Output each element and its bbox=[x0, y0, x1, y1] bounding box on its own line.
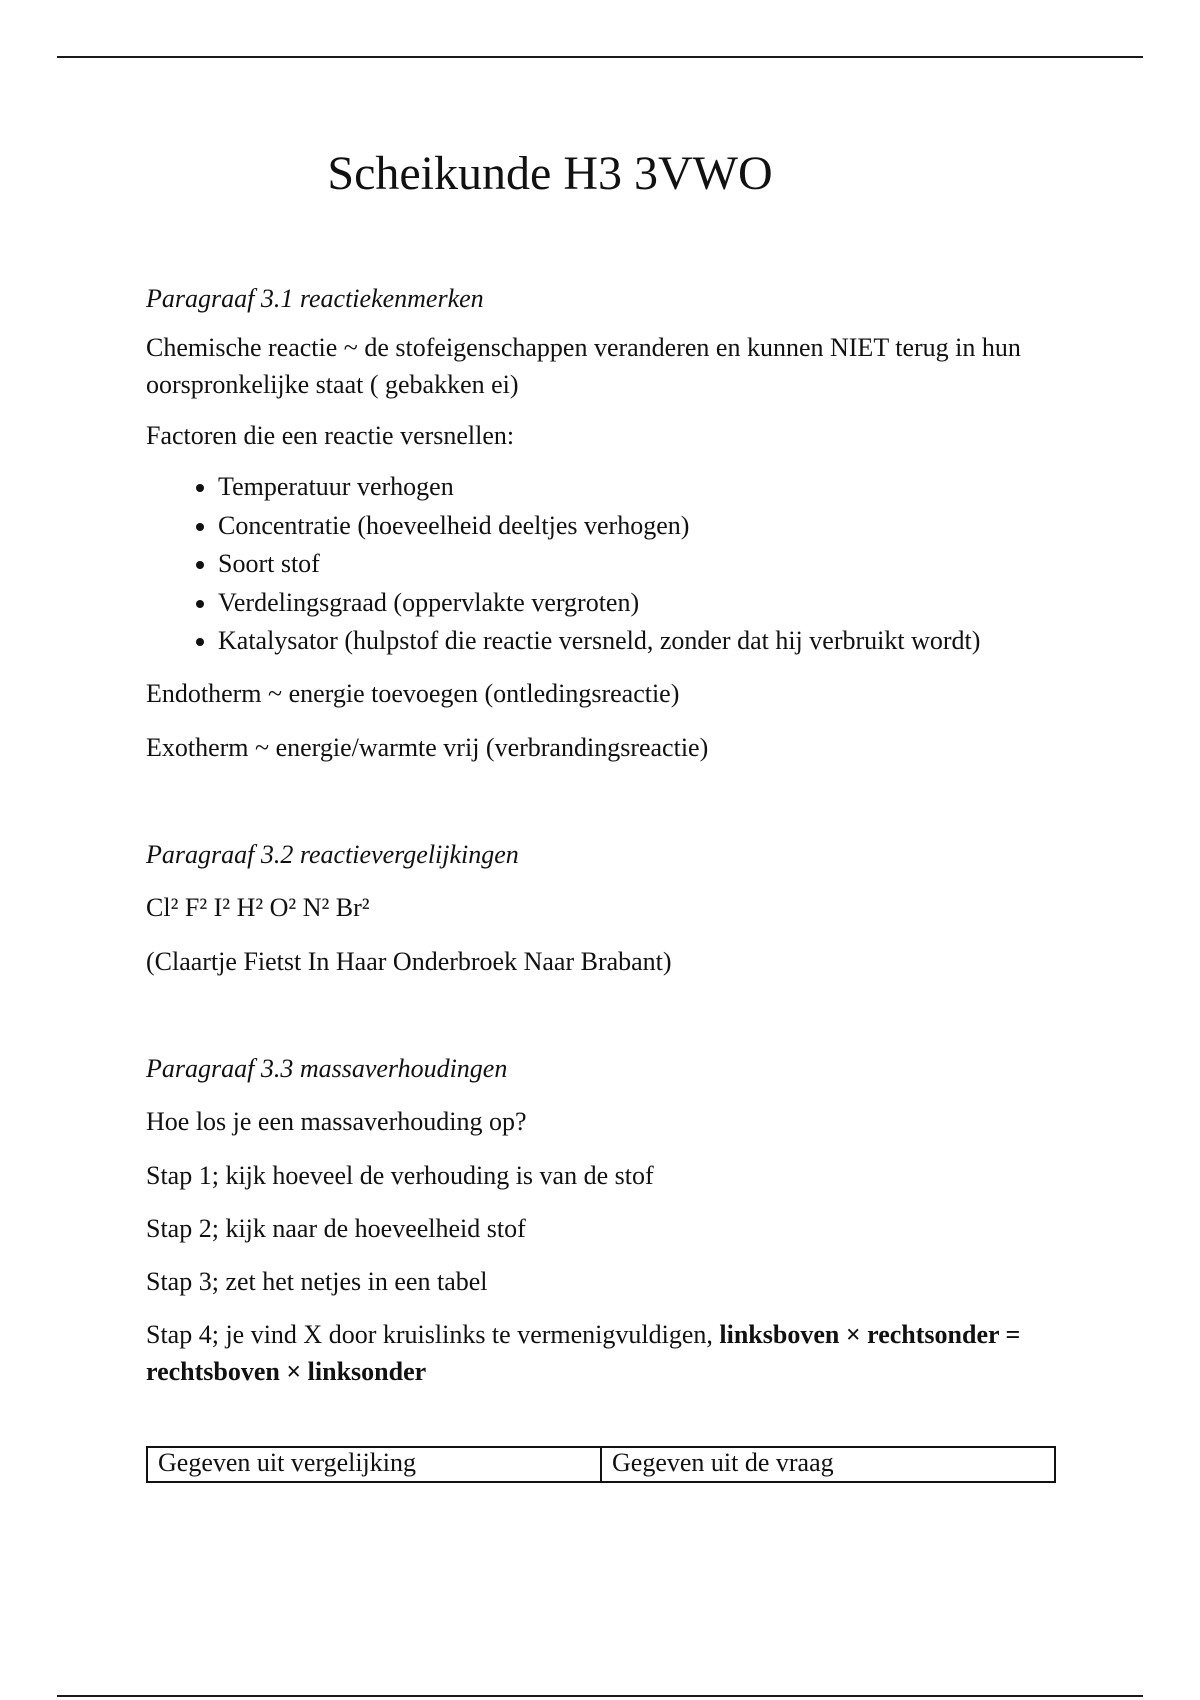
document-content bbox=[146, 280, 1066, 1483]
table-header-cell: Gegeven uit vergelijking bbox=[147, 1447, 601, 1482]
list-item: • Temperatuur verhogen bbox=[218, 468, 1066, 507]
exotherm-definition: Exotherm ~ energie/warmte vrij (verbrandingsreactie) bbox=[146, 732, 709, 762]
list-item: • Verdelingsgraad (oppervlakte vergroten) bbox=[218, 584, 1066, 623]
step-4-text: Stap 4; je vind X door kruislinks te vermenigvuldigen, bbox=[146, 1319, 720, 1349]
step-4-formula: linksboven × rechtsonder = rechtsboven × linksonder bbox=[146, 1319, 1021, 1386]
massaverhouding-table bbox=[146, 1446, 1056, 1483]
step-4 bbox=[146, 1316, 1066, 1390]
bottom-rule bbox=[57, 1695, 1143, 1697]
massaverhouding-question: Hoe los je een massaverhouding op? bbox=[146, 1106, 527, 1136]
definition-chemische-reactie: Chemische reactie ~ de stofeigenschappen veranderen en kunnen NIET terug in hun oorspronkelijke staat ( gebakken ei) bbox=[146, 333, 1021, 399]
mnemonic: (Claartje Fietst In Haar Onderbroek Naar Brabant) bbox=[146, 946, 672, 976]
list-item: • Concentratie (hoeveelheid deeltjes verhogen) bbox=[218, 507, 1066, 546]
table-row bbox=[147, 1447, 1055, 1482]
list-item: • Katalysator (hulpstof die reactie versneld, zonder dat hij verbruikt wordt) bbox=[218, 622, 1066, 661]
top-rule bbox=[57, 56, 1143, 58]
factors-list bbox=[146, 468, 1066, 661]
section-heading-3-2: Paragraaf 3.2 reactievergelijkingen bbox=[146, 839, 519, 869]
endotherm-definition: Endotherm ~ energie toevoegen (ontledingsreactie) bbox=[146, 678, 680, 708]
list-item: • Soort stof bbox=[218, 545, 1066, 584]
step-3: Stap 3; zet het netjes in een tabel bbox=[146, 1266, 488, 1296]
diatomic-elements: Cl² F² I² H² O² N² Br² bbox=[146, 892, 370, 922]
step-2: Stap 2; kijk naar de hoeveelheid stof bbox=[146, 1213, 526, 1243]
page-title: Scheikunde H3 3VWO bbox=[327, 147, 773, 200]
section-heading-3-1: Paragraaf 3.1 reactiekenmerken bbox=[146, 284, 484, 313]
table-header-cell: Gegeven uit de vraag bbox=[601, 1447, 1055, 1482]
factors-intro: Factoren die een reactie versnellen: bbox=[146, 421, 515, 450]
step-1: Stap 1; kijk hoeveel de verhouding is van de stof bbox=[146, 1160, 654, 1190]
section-heading-3-3: Paragraaf 3.3 massaverhoudingen bbox=[146, 1053, 508, 1083]
